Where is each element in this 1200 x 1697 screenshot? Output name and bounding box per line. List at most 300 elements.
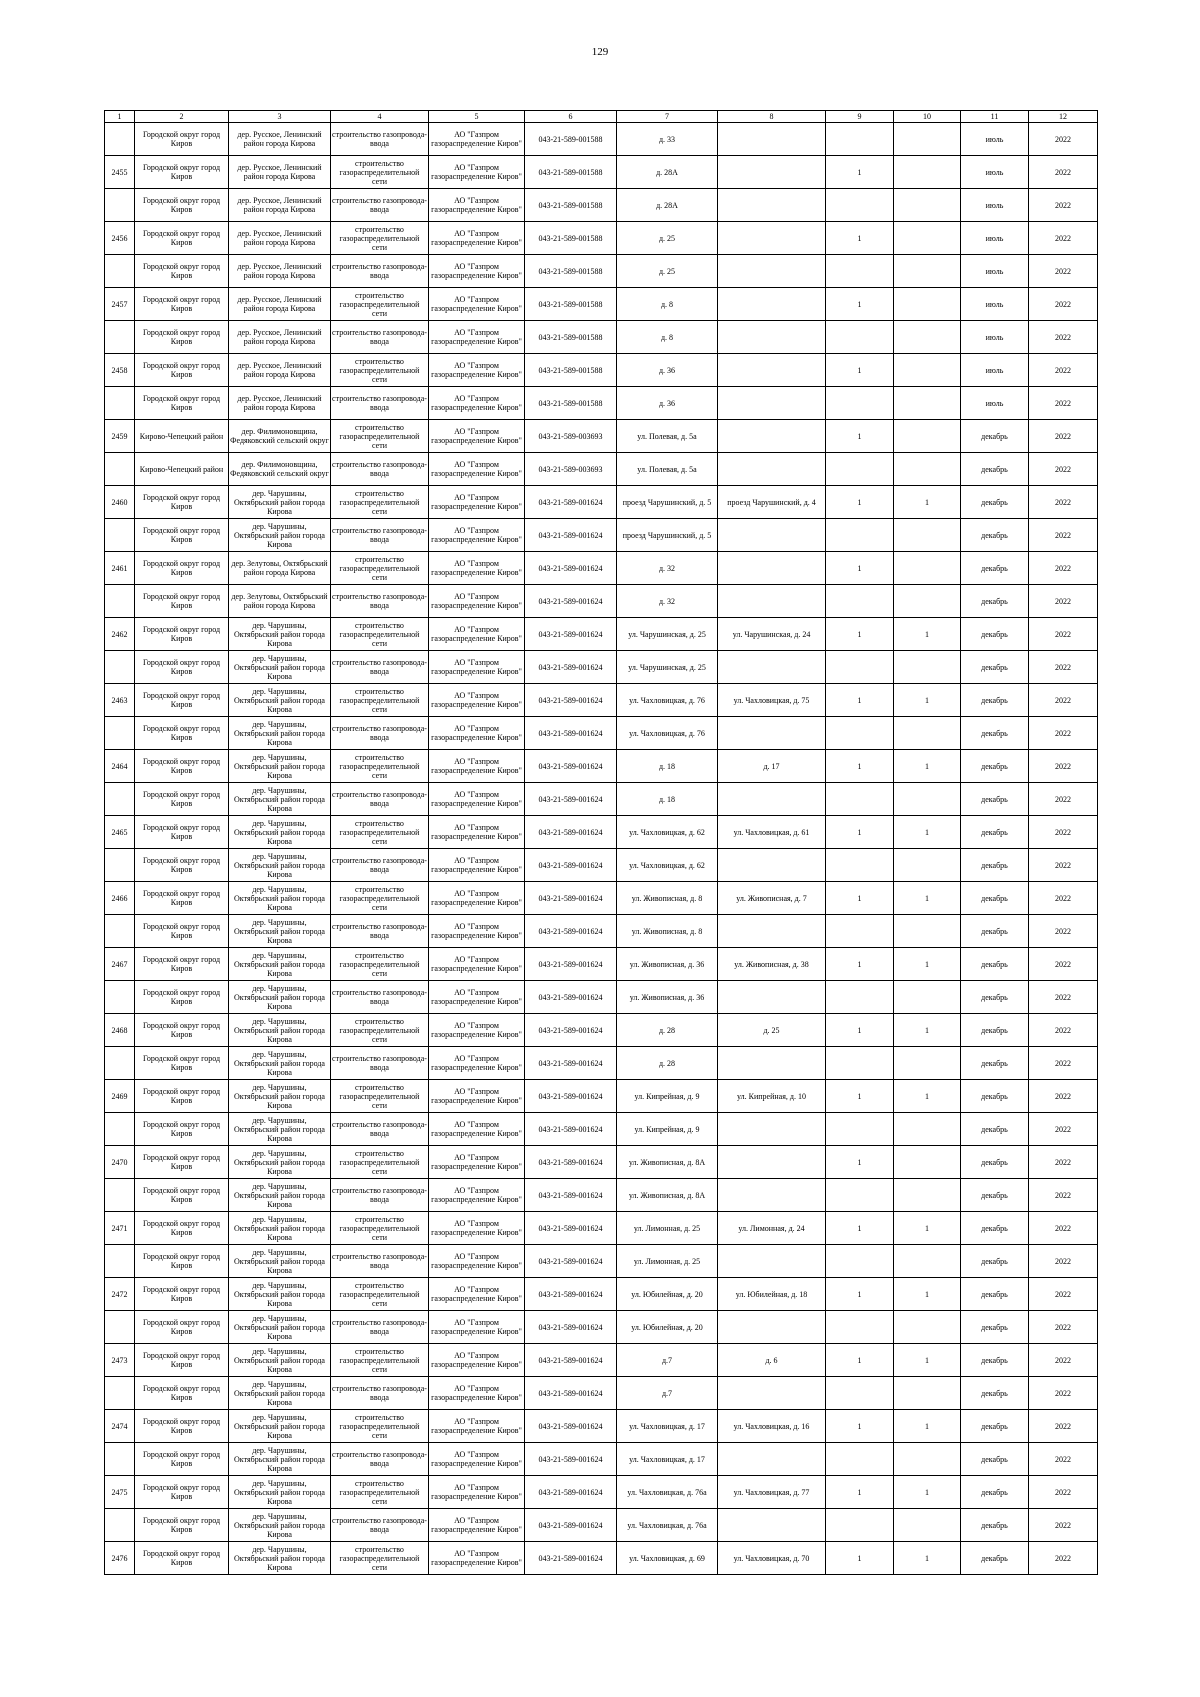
cell-row-number [105,1476,135,1509]
month-text: декабрь [981,1025,1008,1035]
work-type-text: строительство газопровода-ввода [332,988,427,1006]
cell-count-a [826,1410,894,1443]
cell-year [1029,1443,1098,1476]
cell-year [1029,156,1098,189]
cell-municipality [135,1542,229,1575]
cell-count-a [826,1476,894,1509]
cell-address [617,354,718,387]
year-text: 2022 [1055,629,1071,639]
year-text: 2022 [1055,1553,1071,1563]
cell-address-2 [718,1377,826,1410]
month-text: декабрь [981,497,1008,507]
cell-organization [429,354,525,387]
cell-address-2 [718,1344,826,1377]
address-text: д. 18 [658,761,676,771]
municipality-text: Городской округ город Киров [142,196,221,214]
cell-address [617,1113,718,1146]
settlement-text: дер. Чарушины, Октябрьский район города Кирова [234,1445,325,1473]
cell-program-code [525,255,617,288]
work-type-text: строительство газопровода-ввода [332,1318,427,1336]
organization-text: АО "Газпром газораспределение Киров" [431,1318,522,1336]
cell-year [1029,354,1098,387]
count-b-text: 1 [925,1421,929,1431]
cell-municipality [135,948,229,981]
cell-program-code [525,123,617,156]
cell-address [617,1245,718,1278]
cell-count-a [826,1344,894,1377]
cell-organization [429,1014,525,1047]
cell-settlement [229,849,331,882]
address-text: д. 33 [658,134,676,144]
table-row [105,552,1098,585]
cell-municipality [135,1047,229,1080]
cell-program-code [525,1443,617,1476]
cell-organization [429,1344,525,1377]
municipality-text: Городской округ город Киров [142,1219,221,1237]
cell-program-code [525,1080,617,1113]
cell-work-type [331,222,429,255]
cell-month [961,189,1029,222]
cell-count-b [894,387,961,420]
cell-count-b [894,1047,961,1080]
month-text: июль [985,398,1004,408]
cell-address [617,222,718,255]
cell-row-number [105,1047,135,1080]
cell-organization [429,1509,525,1542]
cell-organization [429,519,525,552]
page-number: 129 [591,46,609,58]
cell-address [617,552,718,585]
address-2-text: д. 25 [763,1025,780,1035]
cell-work-type [331,387,429,420]
cell-address-2 [718,1113,826,1146]
cell-program-code [525,618,617,651]
cell-municipality [135,1509,229,1542]
cell-address [617,585,718,618]
cell-address-2 [718,1311,826,1344]
cell-settlement [229,222,331,255]
program-code-text: 043-21-589-001588 [538,233,603,243]
municipality-text: Городской округ город Киров [142,394,221,412]
work-type-text: строительство газораспределительной сети [339,950,420,978]
cell-organization [429,915,525,948]
municipality-text: Городской округ город Киров [142,328,221,346]
year-text: 2022 [1055,266,1071,276]
count-b-text: 1 [925,761,929,771]
cell-month [961,1311,1029,1344]
cell-program-code [525,1311,617,1344]
address-text: ул. Кипрейная, д. 9 [634,1091,700,1101]
cell-program-code [525,882,617,915]
count-b-text: 1 [925,827,929,837]
organization-text: АО "Газпром газораспределение Киров" [431,1153,522,1171]
cell-address [617,783,718,816]
cell-municipality [135,849,229,882]
cell-municipality [135,1113,229,1146]
cell-organization [429,684,525,717]
address-2-text: ул. Чарушинская, д. 24 [732,629,811,639]
table-row [105,354,1098,387]
month-text: декабрь [981,959,1008,969]
work-type-text: строительство газопровода-ввода [332,856,427,874]
cell-program-code [525,717,617,750]
table-row [105,222,1098,255]
address-text: д.7 [661,1388,673,1398]
count-b-text: 1 [925,497,929,507]
count-b-text: 1 [925,1487,929,1497]
cell-count-b [894,1311,961,1344]
cell-address [617,255,718,288]
settlement-text: дер. Русское, Ленинский район города Кирова [237,229,322,247]
month-text: июль [985,299,1004,309]
cell-month [961,717,1029,750]
row-number-text: 2463 [111,695,128,705]
organization-text: АО "Газпром газораспределение Киров" [431,493,522,511]
column-header-12: 12 [1029,111,1098,123]
address-2-text: ул. Кипрейная, д. 10 [737,1091,806,1101]
program-code-text: 043-21-589-001624 [538,629,603,639]
cell-work-type [331,717,429,750]
cell-address-2 [718,618,826,651]
table-row [105,387,1098,420]
month-text: декабрь [981,827,1008,837]
table-row [105,123,1098,156]
count-a-text: 1 [857,893,862,903]
organization-text: АО "Газпром газораспределение Киров" [431,757,522,775]
year-text: 2022 [1055,134,1071,144]
cell-address [617,486,718,519]
cell-address [617,1014,718,1047]
address-text: ул. Чахловицкая, д. 62 [629,827,705,837]
cell-year [1029,882,1098,915]
organization-text: АО "Газпром газораспределение Киров" [431,427,522,445]
cell-work-type [331,156,429,189]
program-code-text: 043-21-589-001624 [538,1421,603,1431]
month-text: декабрь [981,794,1008,804]
cell-settlement [229,420,331,453]
address-2-text: ул. Лимонная, д. 24 [738,1223,805,1233]
cell-row-number [105,1377,135,1410]
cell-address [617,288,718,321]
cell-count-a [826,1014,894,1047]
cell-work-type [331,948,429,981]
table-body [105,123,1098,1575]
month-text: июль [985,332,1004,342]
month-text: декабрь [981,1520,1008,1530]
cell-work-type [331,585,429,618]
program-code-text: 043-21-589-001624 [538,563,603,573]
cell-organization [429,1212,525,1245]
table-row [105,486,1098,519]
cell-municipality [135,882,229,915]
program-code-text: 043-21-589-001624 [538,1256,603,1266]
cell-month [961,519,1029,552]
cell-month [961,1443,1029,1476]
cell-address [617,717,718,750]
cell-month [961,882,1029,915]
count-a-text: 1 [857,431,862,441]
work-type-text: строительство газопровода-ввода [332,1186,427,1204]
cell-year [1029,1014,1098,1047]
cell-count-a [826,189,894,222]
cell-count-a [826,1245,894,1278]
settlement-text: дер. Зелутовы, Октябрьский район города Кирова [231,592,328,610]
count-b-text: 1 [925,959,929,969]
cell-work-type [331,420,429,453]
cell-month [961,255,1029,288]
municipality-text: Кирово-Чепецкий район [139,464,224,474]
year-text: 2022 [1055,893,1071,903]
count-a-text: 1 [857,365,862,375]
cell-row-number [105,486,135,519]
year-text: 2022 [1055,1058,1071,1068]
cell-count-a [826,651,894,684]
work-type-text: строительство газораспределительной сети [339,1346,420,1374]
cell-municipality [135,1080,229,1113]
cell-year [1029,255,1098,288]
cell-year [1029,981,1098,1014]
cell-count-a [826,915,894,948]
organization-text: АО "Газпром газораспределение Киров" [431,592,522,610]
program-code-text: 043-21-589-001624 [538,1058,603,1068]
settlement-text: дер. Чарушины, Октябрьский район города Кирова [234,950,325,978]
settlement-text: дер. Филимоновщина, Федяковский сельский округ [230,460,329,478]
year-text: 2022 [1055,695,1071,705]
month-text: декабрь [981,728,1008,738]
organization-text: АО "Газпром газораспределение Киров" [431,1549,522,1567]
cell-count-b [894,915,961,948]
year-text: 2022 [1055,1124,1071,1134]
cell-year [1029,948,1098,981]
cell-organization [429,948,525,981]
municipality-text: Кирово-Чепецкий район [139,431,224,441]
table-row [105,420,1098,453]
cell-address [617,1146,718,1179]
cell-work-type [331,1311,429,1344]
address-text: проезд Чарушинский, д. 5 [622,497,712,507]
cell-municipality [135,354,229,387]
cell-work-type [331,123,429,156]
table-row [105,717,1098,750]
cell-organization [429,189,525,222]
cell-row-number [105,717,135,750]
municipality-text: Городской округ город Киров [142,1120,221,1138]
cell-month [961,651,1029,684]
address-text: ул. Кипрейная, д. 9 [634,1124,700,1134]
cell-municipality [135,387,229,420]
program-code-text: 043-21-589-001588 [538,365,603,375]
table-row [105,684,1098,717]
count-b-text: 1 [925,629,929,639]
cell-work-type [331,1377,429,1410]
cell-month [961,1146,1029,1179]
cell-row-number [105,1542,135,1575]
cell-work-type [331,354,429,387]
cell-address [617,1443,718,1476]
cell-month [961,816,1029,849]
month-text: июль [985,134,1004,144]
cell-month [961,585,1029,618]
cell-month [961,123,1029,156]
month-text: июль [985,200,1004,210]
program-code-text: 043-21-589-003693 [538,431,603,441]
address-text: д. 8 [660,299,674,309]
cell-program-code [525,156,617,189]
cell-row-number [105,915,135,948]
cell-count-a [826,1509,894,1542]
cell-row-number [105,783,135,816]
work-type-text: строительство газораспределительной сети [339,1016,420,1044]
cell-organization [429,816,525,849]
cell-program-code [525,684,617,717]
month-text: декабрь [981,761,1008,771]
cell-year [1029,1377,1098,1410]
table-row [105,1014,1098,1047]
cell-row-number [105,1146,135,1179]
table-row [105,1443,1098,1476]
cell-municipality [135,981,229,1014]
cell-count-b [894,651,961,684]
cell-settlement [229,1245,331,1278]
organization-text: АО "Газпром газораспределение Киров" [431,1351,522,1369]
cell-work-type [331,684,429,717]
cell-count-b [894,1476,961,1509]
year-text: 2022 [1055,530,1071,540]
cell-address [617,1080,718,1113]
address-2-text: ул. Юбилейная, д. 18 [735,1289,808,1299]
cell-row-number [105,981,135,1014]
cell-address-2 [718,1212,826,1245]
cell-address [617,1509,718,1542]
organization-text: АО "Газпром газораспределение Киров" [431,1087,522,1105]
settlement-text: дер. Русское, Ленинский район города Кирова [237,295,322,313]
table-row [105,519,1098,552]
row-number-text: 2468 [111,1025,128,1035]
cell-settlement [229,321,331,354]
year-text: 2022 [1055,1025,1071,1035]
cell-organization [429,1377,525,1410]
program-code-text: 043-21-589-001624 [538,926,603,936]
cell-row-number [105,1344,135,1377]
table-row [105,1311,1098,1344]
address-text: ул. Живописная, д. 8 [631,893,703,903]
cell-year [1029,783,1098,816]
table-row [105,1344,1098,1377]
cell-organization [429,1278,525,1311]
cell-organization [429,1311,525,1344]
year-text: 2022 [1055,596,1071,606]
cell-settlement [229,1410,331,1443]
work-type-text: строительство газораспределительной сети [339,554,420,582]
organization-text: АО "Газпром газораспределение Киров" [431,1219,522,1237]
table-row [105,1509,1098,1542]
month-text: декабрь [981,1289,1008,1299]
address-text: д. 28А [656,167,678,177]
month-text: декабрь [981,1421,1008,1431]
cell-organization [429,1113,525,1146]
month-text: декабрь [981,893,1008,903]
address-text: д. 18 [658,794,676,804]
count-a-text: 1 [857,167,862,177]
cell-row-number [105,321,135,354]
address-2-text: ул. Чахловицкая, д. 75 [733,695,810,705]
cell-settlement [229,981,331,1014]
row-number-text: 2462 [111,629,128,639]
cell-count-b [894,750,961,783]
cell-row-number [105,1278,135,1311]
settlement-text: дер. Чарушины, Октябрьский район города Кирова [234,1016,325,1044]
table-row [105,1212,1098,1245]
cell-year [1029,486,1098,519]
cell-year [1029,1212,1098,1245]
organization-text: АО "Газпром газораспределение Киров" [431,1120,522,1138]
cell-count-a [826,1542,894,1575]
cell-year [1029,420,1098,453]
address-text: ул. Чахловицкая, д. 69 [629,1553,705,1563]
work-type-text: строительство газораспределительной сети [339,1148,420,1176]
cell-settlement [229,1344,331,1377]
address-text: д. 28А [656,200,678,210]
cell-month [961,552,1029,585]
municipality-text: Городской округ город Киров [142,790,221,808]
cell-count-b [894,849,961,882]
year-text: 2022 [1055,761,1071,771]
cell-count-b [894,1377,961,1410]
organization-text: АО "Газпром газораспределение Киров" [431,196,522,214]
count-a-text: 1 [857,563,862,573]
month-text: декабрь [981,992,1008,1002]
settlement-text: дер. Чарушины, Октябрьский район города Кирова [234,818,325,846]
organization-text: АО "Газпром газораспределение Киров" [431,988,522,1006]
year-text: 2022 [1055,992,1071,1002]
organization-text: АО "Газпром газораспределение Киров" [431,163,522,181]
work-type-text: строительство газопровода-ввода [332,196,427,214]
cell-row-number [105,618,135,651]
cell-address-2 [718,321,826,354]
cell-program-code [525,981,617,1014]
month-text: июль [985,266,1004,276]
cell-address-2 [718,915,826,948]
column-header-7: 7 [617,111,718,123]
column-number-row [105,111,1098,123]
column-header-2: 2 [135,111,229,123]
cell-month [961,222,1029,255]
cell-organization [429,1542,525,1575]
cell-address-2 [718,1410,826,1443]
cell-settlement [229,1311,331,1344]
settlement-text: дер. Чарушины, Октябрьский район города Кирова [234,884,325,912]
address-2-text: ул. Живописная, д. 7 [736,893,807,903]
organization-text: АО "Газпром газораспределение Киров" [431,823,522,841]
cell-count-a [826,1179,894,1212]
cell-count-b [894,420,961,453]
count-a-text: 1 [857,497,862,507]
municipality-text: Городской округ город Киров [142,691,221,709]
cell-row-number [105,1014,135,1047]
cell-address [617,915,718,948]
cell-program-code [525,1476,617,1509]
settlement-text: дер. Чарушины, Октябрьский район города Кирова [234,1115,325,1143]
settlement-text: дер. Чарушины, Октябрьский район города Кирова [234,1049,325,1077]
address-text: ул. Чахловицкая, д. 76 [629,728,705,738]
cell-month [961,981,1029,1014]
cell-municipality [135,684,229,717]
cell-municipality [135,1443,229,1476]
municipality-text: Городской округ город Киров [142,1153,221,1171]
organization-text: АО "Газпром газораспределение Киров" [431,229,522,247]
cell-count-a [826,1113,894,1146]
cell-settlement [229,1080,331,1113]
